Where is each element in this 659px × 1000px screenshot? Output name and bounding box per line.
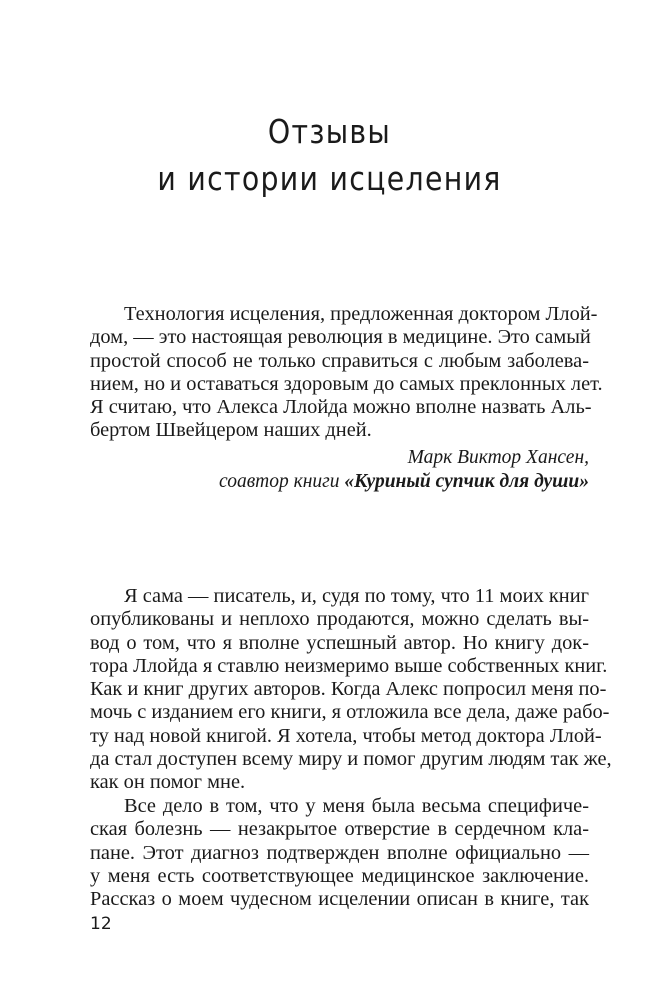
testimonial-2-paragraph-1 xyxy=(90,585,612,795)
text-line: как он помог мне. xyxy=(90,771,246,794)
text-line: Как и книг других авторов. Когда Алекс попросил меня по- xyxy=(90,678,607,701)
text-line: бертом Швейцером наших дней. xyxy=(90,419,372,442)
text-line: опубликованы и неплохо продаются, можно сделать вы- xyxy=(90,608,589,631)
text-line: пане. Этот диагноз подтвержден вполне официально — xyxy=(90,841,589,864)
text-line: да стал доступен всему миру и помог другим людям так же, xyxy=(90,748,612,771)
text-line: нием, но и оставаться здоровым до самых преклонных лет. xyxy=(90,372,603,395)
text-line: вод о том, что я вполне успешный автор. Но книгу док- xyxy=(90,631,589,654)
text-line: мочь с изданием его книги, я отложила все дела, даже рабо- xyxy=(90,701,610,724)
testimonial-1-author: Марк Виктор Хансен, xyxy=(407,447,589,468)
text-line: Рассказ о моем чудесном исцелении описан в книге, так xyxy=(90,888,589,911)
text-line: тора Ллойда я ставлю неизмеримо выше собственных книг. xyxy=(90,654,608,677)
text-line: Я сама — писатель, и, судя по тому, что 11 моих книг xyxy=(124,585,589,607)
book-title: «Куриный супчик для души» xyxy=(344,471,589,492)
text-line: ская болезнь — незакрытое отверстие в сердечном кла- xyxy=(90,818,589,841)
text-line: у меня есть соответствующее медицинское заключение. xyxy=(90,864,589,887)
text-line: простой способ не только справиться с любым заболева- xyxy=(90,349,589,372)
testimonial-1-role xyxy=(219,470,589,493)
text-line: дом, — это настоящая революция в медицине. Это самый xyxy=(90,326,591,349)
testimonial-2-paragraph-2 xyxy=(90,795,589,911)
author-role: соавтор книги xyxy=(219,471,345,492)
text-line: Все дело в том, что у меня была весьма специфиче- xyxy=(124,795,589,817)
text-line: ту над новой книгой. Я хотела, чтобы метод доктора Ллой- xyxy=(90,724,602,747)
page-number: 12 xyxy=(90,914,112,934)
testimonial-1-text xyxy=(90,303,603,443)
page-title-line-2: и истории исцеления xyxy=(157,159,502,198)
text-line: Я считаю, что Алекса Ллойда можно вполне назвать Аль- xyxy=(90,396,592,419)
text-line: Технология исцеления, предложенная доктором Ллой- xyxy=(124,303,598,325)
page-title-line-1: Отзывы xyxy=(267,112,392,151)
